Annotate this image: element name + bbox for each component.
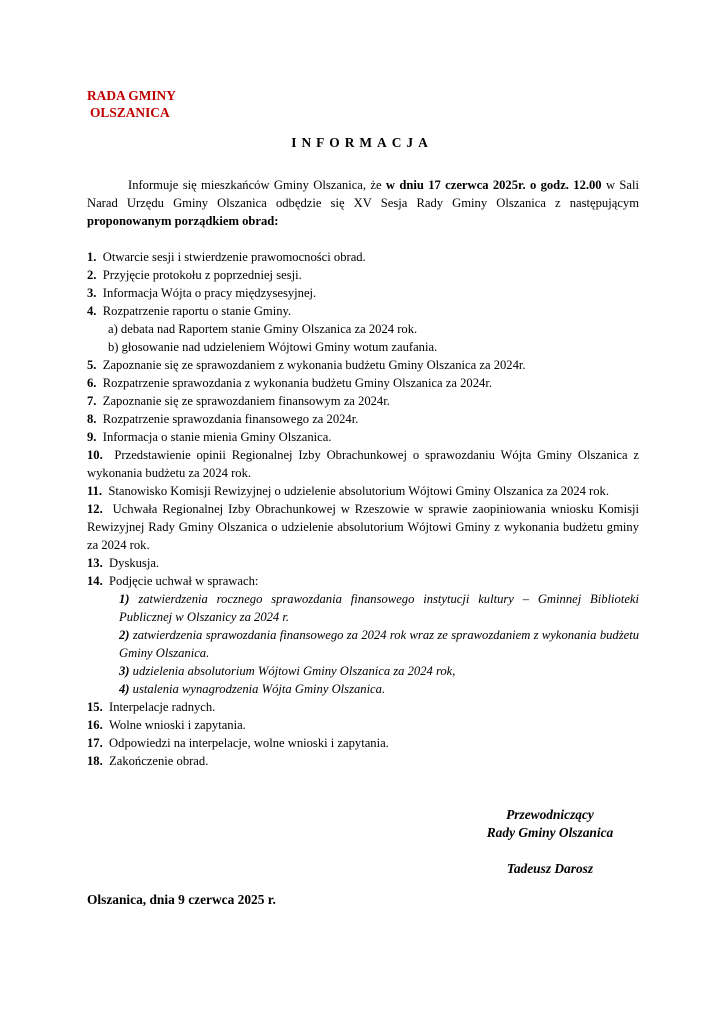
agenda-item-text: Informacja o stanie mienia Gminy Olszanica. — [102, 430, 332, 444]
header-line-2: OLSZANICA — [90, 105, 170, 120]
agenda-item-text: Odpowiedzi na interpelacje, wolne wnioski i zapytania. — [109, 736, 389, 750]
agenda-item-text: Rozpatrzenie raportu o stanie Gminy. — [102, 304, 292, 318]
agenda-item-text: Uchwała Regionalnej Izby Obrachunkowej w Rzeszowie w sprawie zaopiniowania wniosku Komisji Rewizyjnej Rady Gminy Olszanica o udzielenie absolutorium Wójtowi Gminy z wykonania budżetu gminy za 2024 rok. — [87, 502, 639, 552]
agenda-item — [87, 500, 639, 554]
resolution-subitem-text: udzielenia absolutorium Wójtowi Gminy Olszanica za 2024 rok, — [132, 664, 456, 678]
agenda-item-text: Dyskusja. — [109, 556, 160, 570]
agenda-item — [87, 554, 639, 572]
intro-text-1: Informuje się mieszkańców Gminy Olszanica, że — [128, 178, 386, 192]
resolution-subitem — [87, 590, 639, 626]
agenda-item-number: 17. — [87, 736, 103, 750]
agenda-item-number: 12. — [87, 502, 103, 516]
agenda-item-number: 14. — [87, 574, 103, 588]
agenda-item-number: 7. — [87, 394, 97, 408]
agenda-item-number: 3. — [87, 286, 97, 300]
signature-role-2: Rady Gminy Olszanica — [486, 825, 614, 840]
resolution-subitem-number: 3) — [119, 664, 130, 678]
agenda-item-number: 8. — [87, 412, 97, 426]
document-title: INFORMACJA — [291, 135, 433, 150]
agenda-item-text: Rozpatrzenie sprawozdania z wykonania budżetu Gminy Olszanica za 2024r. — [102, 376, 492, 390]
agenda-item-number: 16. — [87, 718, 103, 732]
place-date: Olszanica, dnia 9 czerwca 2025 r. — [87, 892, 276, 907]
resolution-subitem-text: zatwierdzenia sprawozdania finansowego za 2024 rok wraz ze sprawozdaniem z wykonania budżetu Gminy Olszanica. — [119, 628, 639, 660]
agenda-item-number: 9. — [87, 430, 97, 444]
agenda-item — [87, 266, 639, 284]
agenda-item — [87, 716, 639, 734]
agenda-list — [87, 248, 639, 770]
agenda-item-number: 10. — [87, 448, 103, 462]
agenda-item-text: Przyjęcie protokołu z poprzedniej sesji. — [102, 268, 302, 282]
agenda-item-text: Rozpatrzenie sprawozdania finansowego za 2024r. — [102, 412, 359, 426]
agenda-item — [87, 410, 639, 428]
agenda-item — [87, 572, 639, 590]
agenda-item-number: 1. — [87, 250, 97, 264]
agenda-item-text: Stanowisko Komisji Rewizyjnej o udzielenie absolutorium Wójtowi Gminy Olszanica za 2024 rok. — [108, 484, 609, 498]
agenda-item-number: 15. — [87, 700, 103, 714]
agenda-subitem: b) głosowanie nad udzieleniem Wójtowi Gminy wotum zaufania. — [108, 340, 438, 354]
agenda-item-text: Informacja Wójta o pracy międzysesyjnej. — [102, 286, 317, 300]
agenda-item-text: Podjęcie uchwał w sprawach: — [109, 574, 259, 588]
agenda-item-text: Zapoznanie się ze sprawozdaniem z wykonania budżetu Gminy Olszanica za 2024r. — [102, 358, 526, 372]
agenda-item-number: 5. — [87, 358, 97, 372]
agenda-item — [87, 446, 639, 482]
intro-text-2: w Sali Narad Urzędu Gminy Olszanica odbędzie się XV Sesja Rady Gminy Olszanica z następującym — [87, 178, 639, 210]
header-line-1: RADA GMINY — [87, 88, 176, 103]
resolution-subitem-text: zatwierdzenia rocznego sprawozdania finansowego instytucji kultury – Gminnej Biblioteki Publicznej w Olszanicy za 2024 r. — [119, 592, 639, 624]
agenda-item — [87, 302, 639, 320]
agenda-item — [87, 392, 639, 410]
agenda-item-text: Przedstawienie opinii Regionalnej Izby Obrachunkowej o sprawozdaniu Wójta Gminy Olszanica z wykonania budżetu za 2024 rok. — [87, 448, 640, 480]
signature-name: Tadeusz Darosz — [506, 861, 594, 876]
intro-date-time: w dniu 17 czerwca 2025r. o godz. 12.00 — [385, 178, 602, 192]
signature-role-1: Przewodniczący — [506, 807, 594, 822]
agenda-item-number: 18. — [87, 754, 103, 768]
agenda-item-number: 6. — [87, 376, 97, 390]
agenda-subitem: a) debata nad Raportem stanie Gminy Olszanica za 2024 rok. — [108, 322, 418, 336]
intro-emphasis: proponowanym porządkiem obrad: — [87, 214, 279, 228]
agenda-item-text: Interpelacje radnych. — [109, 700, 216, 714]
resolution-subitem — [87, 626, 639, 662]
agenda-item-number: 11. — [87, 484, 103, 498]
agenda-item — [87, 734, 639, 752]
resolution-subitem-text: ustalenia wynagrodzenia Wójta Gminy Olszanica. — [132, 682, 386, 696]
agenda-item-text: Zapoznanie się ze sprawozdaniem finansowym za 2024r. — [102, 394, 390, 408]
resolution-subitem-number: 1) — [119, 592, 130, 606]
agenda-item — [87, 284, 639, 302]
agenda-item — [87, 752, 639, 770]
agenda-item-number: 4. — [87, 304, 97, 318]
agenda-item — [87, 482, 639, 500]
resolution-subitem — [87, 662, 639, 680]
agenda-item-number: 2. — [87, 268, 97, 282]
agenda-item-text: Zakończenie obrad. — [109, 754, 209, 768]
agenda-item — [87, 374, 639, 392]
agenda-item — [87, 428, 639, 446]
council-header — [87, 87, 176, 121]
agenda-item — [87, 248, 639, 266]
intro-paragraph — [87, 176, 639, 230]
resolution-subitem-number: 4) — [119, 682, 130, 696]
resolution-subitem — [87, 680, 639, 698]
agenda-item-text: Wolne wnioski i zapytania. — [109, 718, 246, 732]
resolution-subitem-number: 2) — [119, 628, 130, 642]
agenda-item-number: 13. — [87, 556, 103, 570]
signature-block — [470, 806, 630, 878]
agenda-item — [87, 356, 639, 374]
agenda-item — [87, 698, 639, 716]
agenda-item-text: Otwarcie sesji i stwierdzenie prawomocności obrad. — [102, 250, 366, 264]
